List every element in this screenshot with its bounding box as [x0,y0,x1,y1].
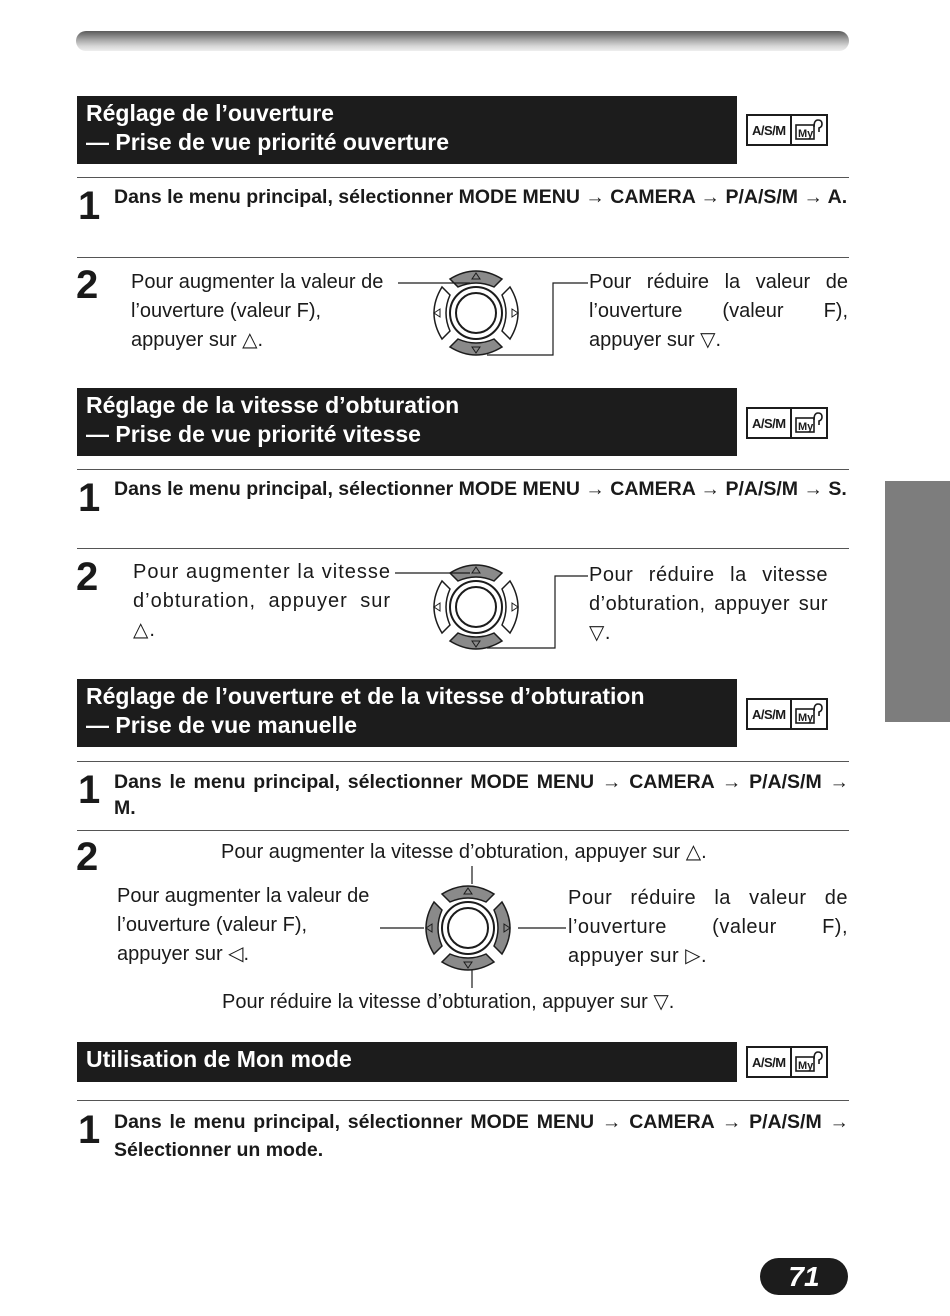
section-title-line1: Utilisation de Mon mode [86,1046,352,1072]
mode-badge-asm-label: A/S/M [748,409,792,437]
step2-bottom-instruction: Pour réduire la vitesse d’obturation, appuyer sur ▽. [222,991,675,1013]
mode-badge-asm-label: A/S/M [748,700,792,728]
my-icon-label: My [797,1060,813,1072]
step-number-1: 1 [78,476,101,520]
step-number-1: 1 [78,184,101,228]
section-title-line1: Réglage de l’ouverture [86,100,334,126]
my-icon-label: My [797,421,813,433]
step-number-1: 1 [78,1108,101,1152]
section-title-line1: Réglage de la vitesse d’obturation [86,392,460,418]
section-title-line2: — Prise de vue priorité vitesse [86,421,421,447]
mode-badge-asm-label: A/S/M [748,116,792,144]
step-number-2: 2 [76,263,99,307]
page-number: 71 [760,1258,848,1295]
my-icon-label: My [797,128,813,140]
step1-instruction: Dans le menu principal, sélectionner MODE MENU → CAMERA → P/A/S/M → S. [114,478,847,500]
section-title-line2: — Prise de vue manuelle [86,712,358,738]
step-number-2: 2 [76,555,99,599]
step2-left-instruction: Pour augmenter la valeur de l’ouverture (valeur F), appuyer sur △. [131,271,384,351]
step1-instruction: Dans le menu principal, sélectionner MODE MENU → CAMERA → P/A/S/M → A. [114,186,848,208]
step2-left-instruction: Pour augmenter la vitesse d’obturation, appuyer sur △. [133,561,391,641]
step-number-2: 2 [76,835,99,879]
step2-right-instruction: Pour réduire la valeur de l’ouverture (valeur F), appuyer sur ▽. [589,271,848,351]
section-title-line2: — Prise de vue priorité ouverture [86,129,450,155]
step1-instruction: Dans le menu principal, sélectionner MODE MENU → CAMERA → P/A/S/M → Sélectionner un mode. [114,1111,849,1161]
step-number-1: 1 [78,768,101,812]
step2-right-instruction: Pour réduire la valeur de l’ouverture (valeur F), appuyer sur ▷. [568,887,848,967]
step2-top-instruction: Pour augmenter la vitesse d’obturation, appuyer sur △. [221,841,707,863]
step2-left-instruction: Pour augmenter la valeur de l’ouverture (valeur F), appuyer sur ◁. [117,885,370,965]
step2-right-instruction: Pour réduire la vitesse d’obturation, appuyer sur ▽. [589,564,828,644]
my-icon-label: My [797,712,813,724]
step1-instruction: Dans le menu principal, sélectionner MODE MENU → CAMERA → P/A/S/M → M. [114,771,849,819]
mode-badge-asm-label: A/S/M [748,1048,792,1076]
section-title-line1: Réglage de l’ouverture et de la vitesse d’obturation [86,683,645,709]
